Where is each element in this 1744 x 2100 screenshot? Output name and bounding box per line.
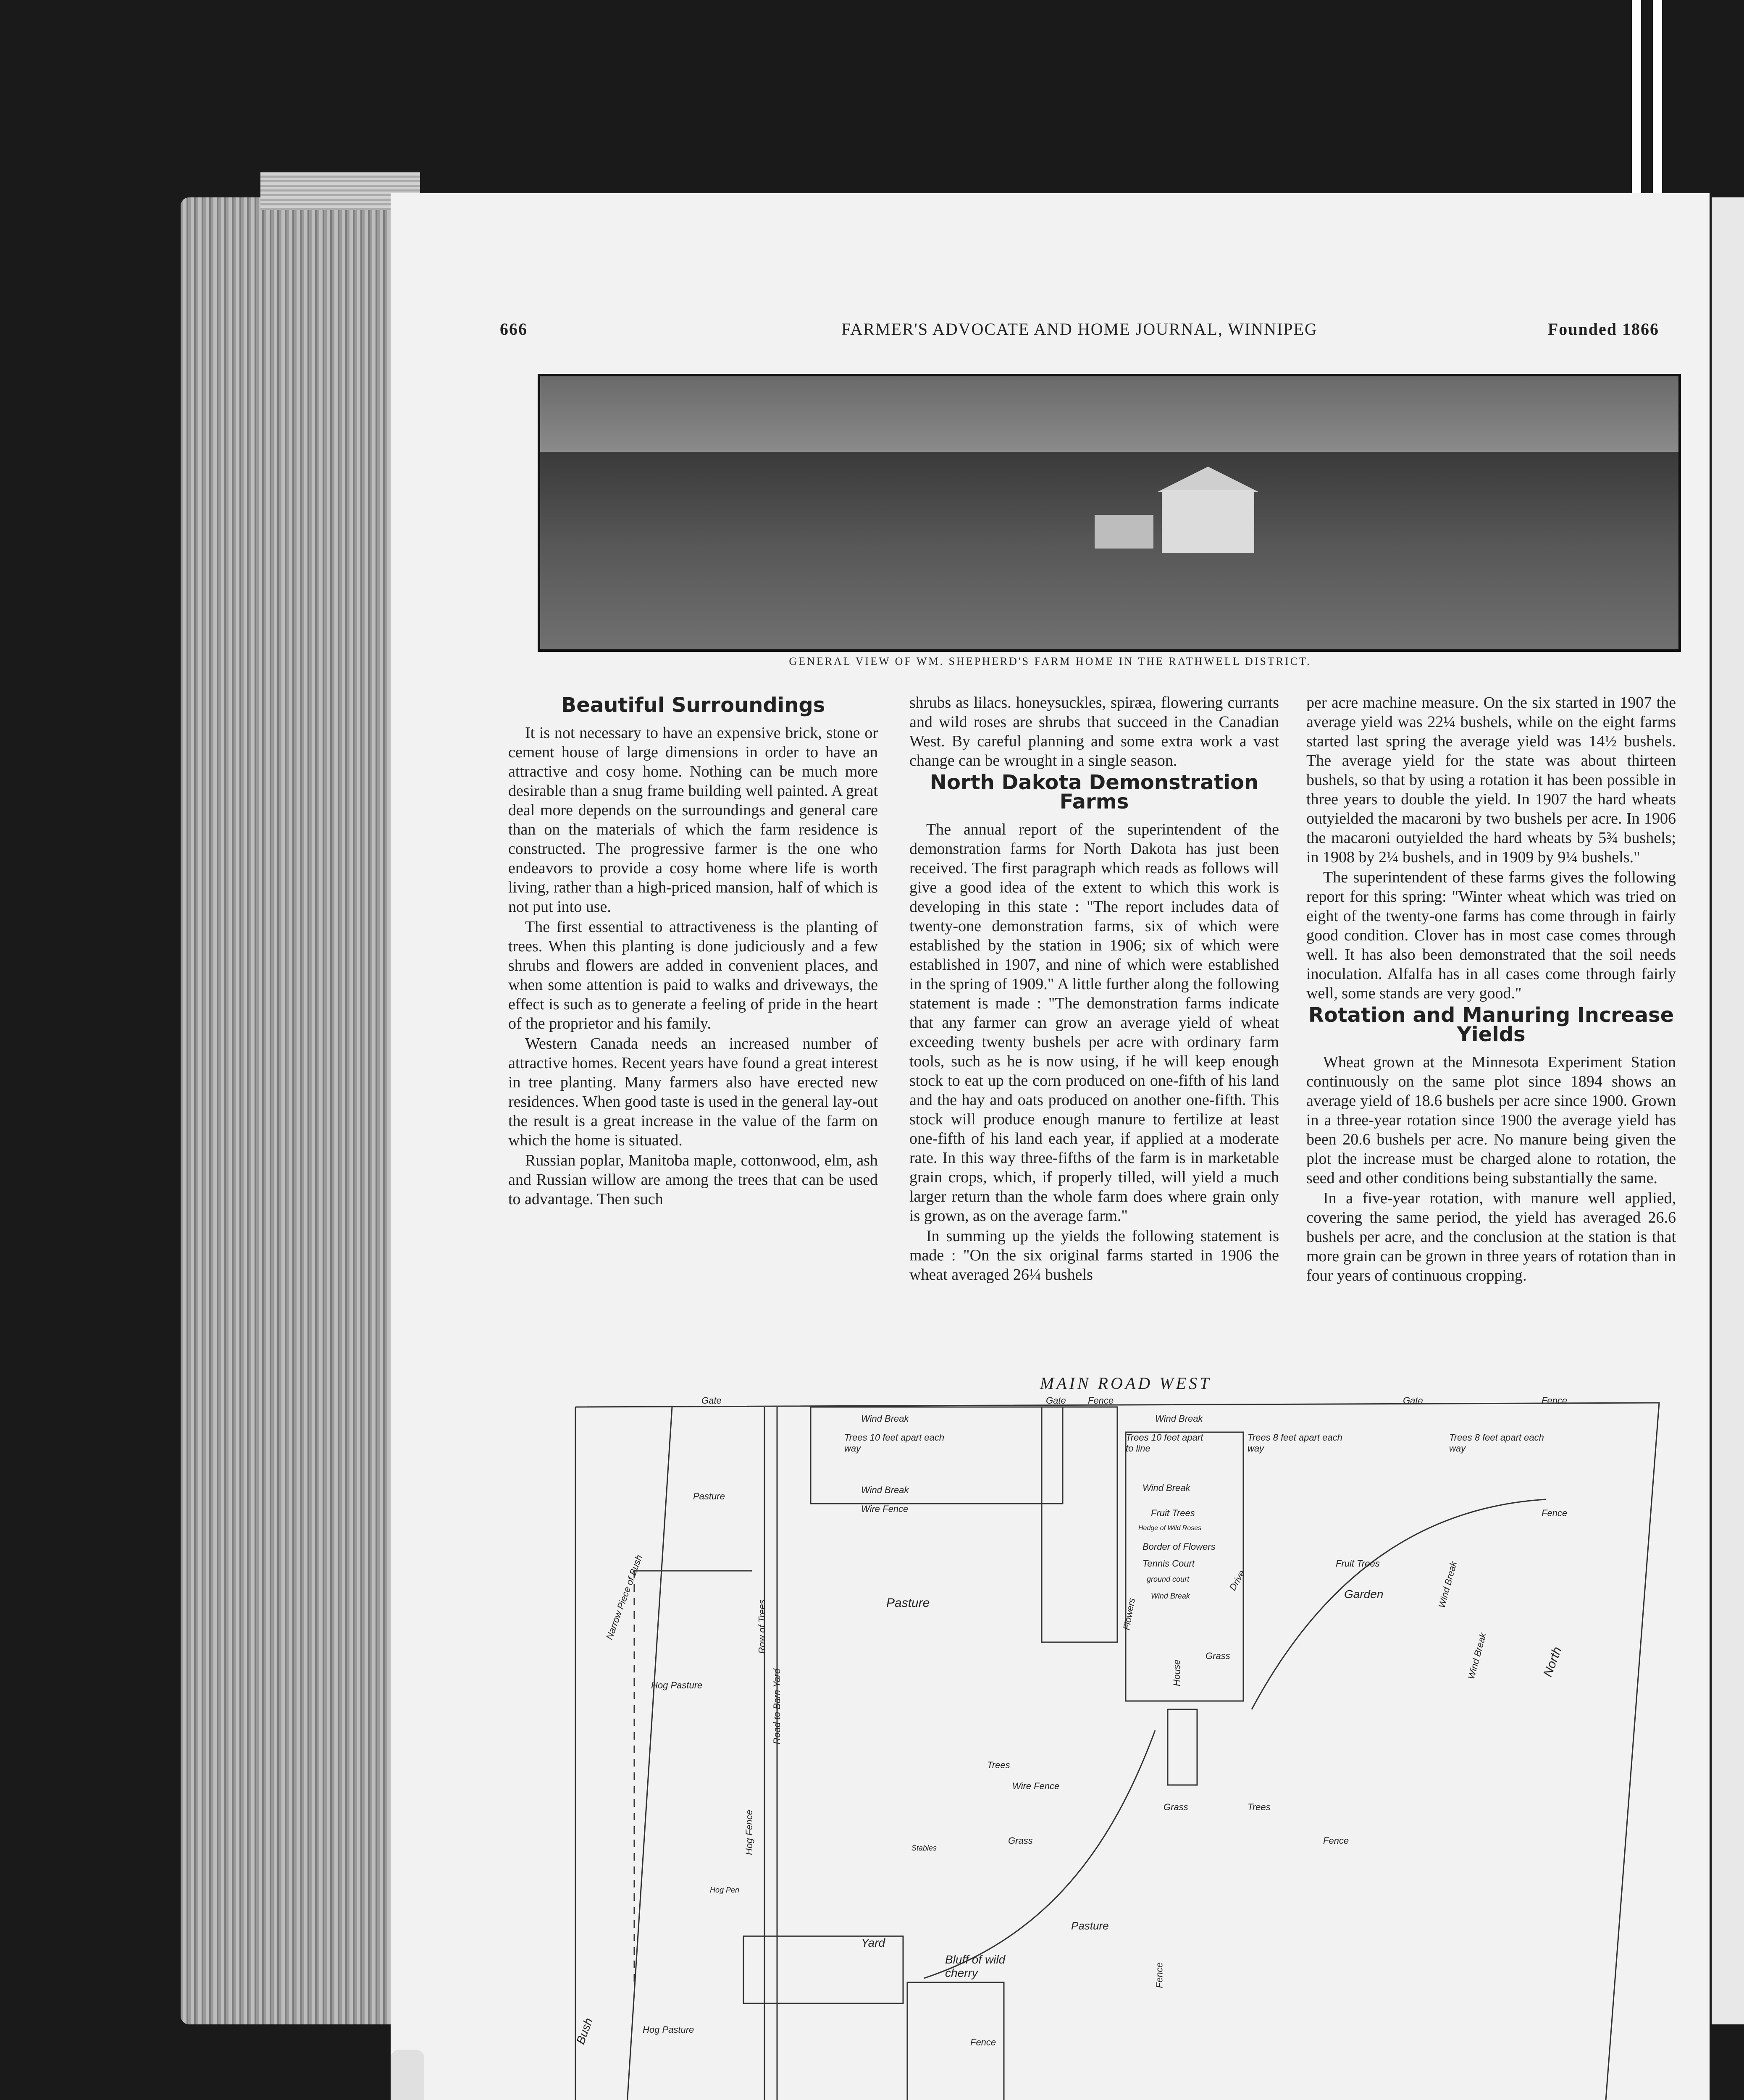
plan-label: Flowers <box>1121 1597 1137 1631</box>
plan-label: House <box>1171 1659 1182 1686</box>
plan-label: Garden <box>1344 1588 1384 1601</box>
plan-label: Trees <box>987 1760 1010 1770</box>
paragraph: The annual report of the superintendent of the demonstration farms for North Dakota has just been received. The first paragraph which reads as follows will give a good idea of the extent to which this work is developing in this state : "The report includes data of twenty-one demonstration farms, six of which were established by the station in 1906; six of which were established in 1907, and nine of which were established in the spring of 1909." A little further along the following statement is made : "The demonstration farms indicate that any farmer can grow an average yield of wheat exceeding twenty bushels per acre with ordinary farm tools, such as he is now using, if he will keep enough stock to eat up the corn produced on one-fifth of his land and the hay and oats produced on another one-fifth. This stock will produce enough manure to fertilize at least one-fifth of his land each year, if applied at a moderate rate. In this way three-fifths of the farm is in marketable grain crops, which, if properly tilled, will yield a much larger return than the whole farm does where grain only is grown, as on the average farm." <box>909 821 1279 1225</box>
plan-label: ground court <box>1147 1575 1190 1583</box>
plan-label: Trees 8 feet apart each way <box>1449 1432 1544 1454</box>
journal-title: FARMER'S ADVOCATE AND HOME JOURNAL, WINNIPEG <box>841 320 1318 339</box>
plan-label: Narrow Piece of Bush <box>604 1553 645 1641</box>
plan-label: Wind Break <box>1155 1413 1203 1424</box>
paragraph: The superintendent of these farms gives the following report for this spring: "Winter wheat which was tried on eight of the twenty-one farms has come through in fairly good condition. Clover has in most case comes through well. It has also been demonstrated that the soil needs inoculation. Alfalfa has in all cases come through fairly well, some stands are very good." <box>1306 869 1676 1002</box>
plan-label: Wind Break <box>861 1413 909 1424</box>
plan-label: Trees 10 feet apart to line <box>1126 1432 1203 1454</box>
plan-label: Hog Pasture <box>651 1680 703 1690</box>
plan-label: Grass <box>1008 1835 1033 1846</box>
plan-label: Tennis Court <box>1143 1558 1195 1569</box>
plan-label: Pasture <box>886 1596 930 1610</box>
plan-label: Fence <box>970 2037 996 2048</box>
farm-house <box>1162 490 1254 553</box>
paragraph: The first essential to attractiveness is the planting of trees. When this planting is done judiciously and a few shrubs and flowers are added in convenient places, and when some attention is paid to walks and driveways, the effect is such as to generate a feeling of pride in the heart of the proprietor and his family. <box>508 918 878 1032</box>
founded-note: Founded 1866 <box>1547 320 1659 339</box>
column-2 <box>909 693 1279 1285</box>
plan-label: Grass <box>1206 1651 1230 1661</box>
plan-label: Wind Break <box>1466 1631 1489 1680</box>
paragraph: In a five-year rotation, with manure well applied, covering the same period, the yield has averaged 26.6 bushels per acre, and the conclusion at the station is that more grain can be grown in three years of rotation than in four years of continuous cropping. <box>1306 1189 1676 1284</box>
plan-label: Drive <box>1227 1568 1247 1593</box>
house-roof <box>1158 467 1258 492</box>
plan-label: Hedge of Wild Roses <box>1138 1525 1202 1532</box>
plan-label: Pasture <box>693 1491 725 1502</box>
plan-label: Stables <box>911 1844 937 1852</box>
outbuilding <box>1095 515 1153 549</box>
column-3 <box>1306 693 1676 1286</box>
plan-label: Wire Fence <box>861 1504 909 1514</box>
plan-label: Fence <box>1323 1835 1349 1846</box>
plan-label: Pasture <box>1071 1919 1109 1932</box>
photo-caption: GENERAL VIEW OF WM. SHEPHERD'S FARM HOME IN THE RATHWELL DISTRICT. <box>789 655 1311 667</box>
book-clip <box>391 2050 424 2100</box>
plan-label: Wire Fence <box>1012 1781 1060 1791</box>
plan-label: Bluff of wild cherry <box>945 1953 1006 1979</box>
paragraph: per acre machine measure. On the six started in 1907 the average yield was 22¼ bushels, while on the eight farms started last spring the average yield was 14½ bushels. The average yield for the state was about thirteen bushels, so that by using a rotation it has been possible in three years to double the yield. In 1907 the hard wheats outyielded the macaroni by two bushels per acre. In 1906 the macaroni outyielded the hard wheats by 5¾ bushels; in 1908 by 2¼ bushels, and in 1909 by 9¼ bushels." <box>1306 694 1676 866</box>
plan-label: Fence <box>1154 1962 1165 1988</box>
plan-label: Gate <box>701 1395 722 1406</box>
plan-label: Road to Barn Yard <box>772 1668 783 1745</box>
plan-label: Trees 8 feet apart each way <box>1248 1432 1342 1454</box>
plan-label: Row of Trees <box>756 1599 767 1654</box>
plan-label: Wind Break <box>861 1485 909 1495</box>
article-title: Beautiful Surroundings <box>561 693 825 717</box>
farm-photograph <box>538 374 1681 652</box>
paragraph: shrubs as lilacs. honeysuckles, spiræa, flowering currants and wild roses are shrubs that succeed in the Canadian West. By careful planning and some extra work a vast change can be wrought in a single season. <box>909 694 1279 769</box>
plan-drawing <box>567 1382 1684 2100</box>
plan-label: Trees 10 feet apart each way <box>844 1432 945 1454</box>
book-page-edges <box>181 197 391 2024</box>
plan-label: Yard <box>861 1936 885 1949</box>
plan-label: Wind Break <box>1151 1592 1190 1600</box>
article-title: Rotation and Manuring Increase Yields <box>1308 1003 1674 1046</box>
plan-label: Fruit Trees <box>1151 1508 1195 1518</box>
plan-label: Hog Fence <box>743 1810 754 1855</box>
plan-label: Grass <box>1164 1802 1188 1812</box>
paragraph: Russian poplar, Manitoba maple, cottonwood, elm, ash and Russian willow are among the trees that can be used to advantage. Then such <box>508 1152 878 1208</box>
plan-label: Wind Break <box>1436 1560 1459 1609</box>
plan-label: Fence <box>1542 1395 1568 1406</box>
plan-label: Gate <box>1403 1395 1423 1406</box>
grounds-plan <box>567 1374 1684 2100</box>
plan-label: Hog Pen <box>710 1886 740 1894</box>
column-1 <box>508 693 878 1210</box>
paragraph: Wheat grown at the Minnesota Experiment Station continuously on the same plot since 1894 shows an average yield of 18.6 bushels per acre since 1900. Grown in a three-year rotation since 1900 the average yield has been 20.6 bushels per acre. No manure being given the plot the increase must be charged alone to rotation, the seed and other conditions being substantially the same. <box>1306 1053 1676 1187</box>
plan-label: Fence <box>1542 1508 1568 1518</box>
plan-label: Gate <box>1046 1395 1066 1406</box>
plan-label: North <box>1541 1645 1565 1679</box>
journal-page <box>391 193 1710 2100</box>
paragraph: It is not necessary to have an expensive brick, stone or cement house of large dimensions in order to have an attractive and cosy home. Nothing can be much more desirable than a snug frame building well painted. A great deal more depends on the surroundings and general care than on the materials of which the farm residence is constructed. The progressive farmer is the one who endeavors to provide a cosy home where life is worth living, rather than a high-priced mansion, half of which is not put into use. <box>508 724 878 916</box>
scan-artifact <box>1653 0 1662 193</box>
paragraph: Western Canada needs an increased number of attractive homes. Recent years have found a great interest in tree planting. Many farmers also have erected new residences. When good taste is used in the general lay-out the result is a great increase in the value of the farm on which the home is situated. <box>508 1035 878 1149</box>
paragraph: In summing up the yields the following statement is made : "On the six original farms started in 1906 the wheat averaged 26¼ bushels <box>909 1227 1279 1284</box>
page-number: 666 <box>500 320 528 339</box>
plan-label: Fruit Trees <box>1336 1558 1380 1569</box>
plan-label: Hog Pasture <box>643 2024 694 2035</box>
page-header <box>500 319 1659 344</box>
plan-label: Border of Flowers <box>1143 1541 1216 1552</box>
plan-label: Trees <box>1248 1802 1271 1812</box>
plan-label: Fence <box>1088 1395 1114 1406</box>
plan-label: Wind Break <box>1143 1483 1190 1493</box>
plan-road-title: MAIN ROAD WEST <box>1040 1374 1212 1393</box>
scan-artifact <box>1632 0 1641 193</box>
article-title: North Dakota Demonstration Farms <box>930 771 1259 814</box>
facing-page-edge <box>1712 197 1744 2024</box>
plan-label: Bush <box>573 2016 595 2046</box>
